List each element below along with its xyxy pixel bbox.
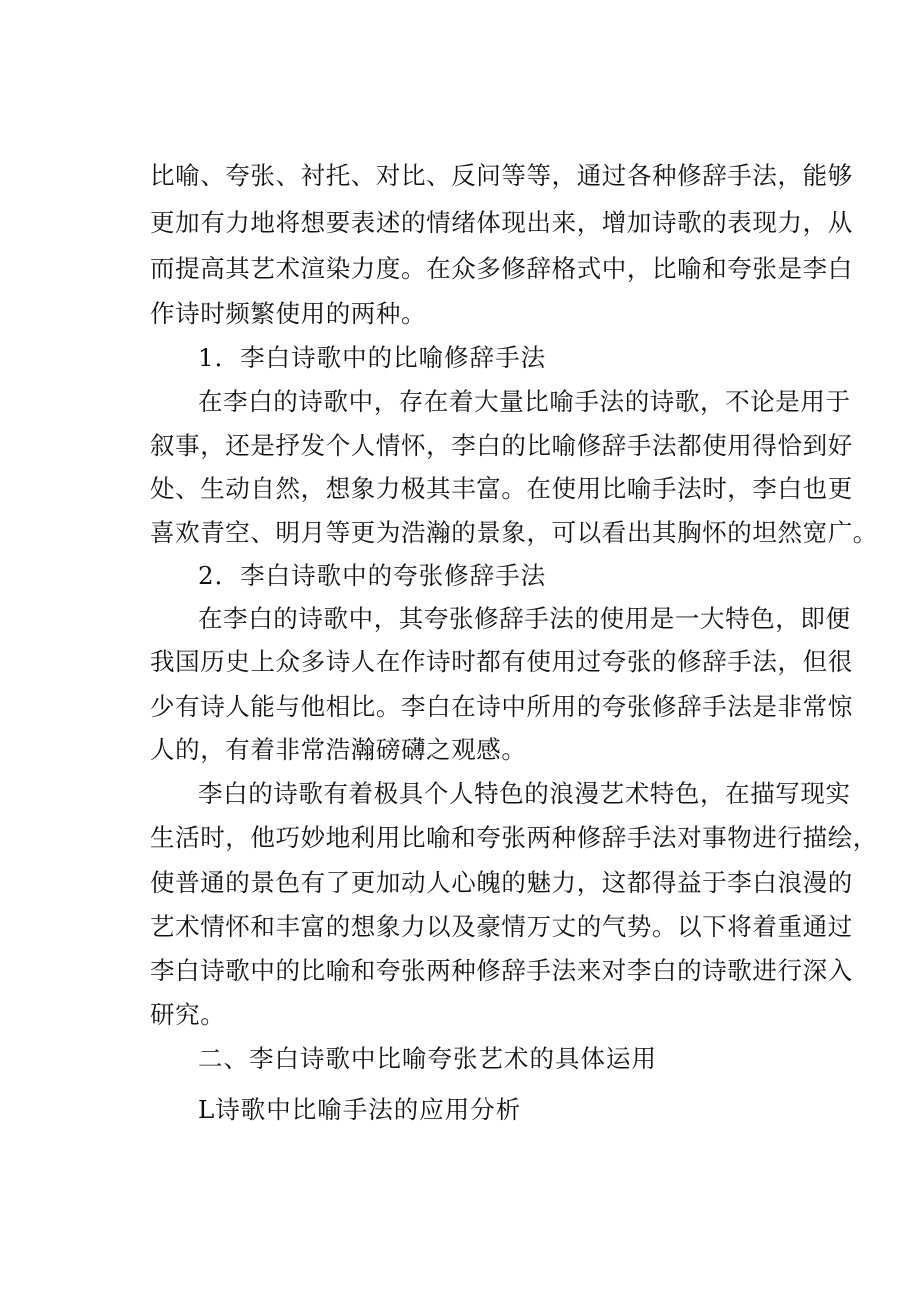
section-heading: 1．李白诗歌中的比喻修辞手法 (198, 343, 547, 372)
paragraph-line: 李白的诗歌有着极具个人特色的浪漫艺术特色，在描写现实 (198, 779, 851, 808)
section-heading: 2．李白诗歌中的夸张修辞手法 (198, 561, 547, 590)
paragraph-line: 处、生动自然，想象力极其丰富。在使用比喻手法时，李白也更 (150, 474, 853, 503)
subsection-heading: L诗歌中比喻手法的应用分析 (198, 1095, 522, 1124)
paragraph-line: 人的，有着非常浩瀚磅礴之观感。 (150, 735, 527, 764)
paragraph-line: 而提高其艺术渲染力度。在众多修辞格式中，比喻和夸张是李白 (150, 254, 853, 283)
paragraph-line: 生活时，他巧妙地利用比喻和夸张两种修辞手法对事物进行描绘， (150, 823, 878, 852)
paragraph-line: 比喻、夸张、衬托、对比、反问等等，通过各种修辞手法，能够 (150, 161, 853, 190)
paragraph-line: 叙事，还是抒发个人情怀，李白的比喻修辞手法都使用得恰到好 (150, 431, 853, 460)
paragraph-line: 研究。 (150, 1000, 226, 1029)
paragraph-line: 艺术情怀和丰富的想象力以及豪情万丈的气势。以下将着重通过 (150, 912, 853, 941)
paragraph-line: 使普通的景色有了更加动人心魄的魅力，这都得益于李白浪漫的 (150, 868, 853, 897)
chapter-heading: 二、李白诗歌中比喻夸张艺术的具体运用 (198, 1044, 657, 1073)
paragraph-line: 在李白的诗歌中，存在着大量比喻手法的诗歌，不论是用于 (198, 387, 851, 416)
paragraph-line: 作诗时频繁使用的两种。 (150, 299, 427, 328)
paragraph-line: 更加有力地将想要表述的情绪体现出来，增加诗歌的表现力，从 (150, 208, 853, 237)
paragraph-line: 我国历史上众多诗人在作诗时都有使用过夸张的修辞手法，但很 (150, 647, 853, 676)
paragraph-line: 喜欢青空、明月等更为浩瀚的景象，可以看出其胸怀的坦然宽广。 (150, 518, 878, 547)
paragraph-line: 李白诗歌中的比喻和夸张两种修辞手法来对李白的诗歌进行深入 (150, 956, 853, 985)
paragraph-line: 少有诗人能与他相比。李白在诗中所用的夸张修辞手法是非常惊 (150, 692, 853, 721)
paragraph-line: 在李白的诗歌中，其夸张修辞手法的使用是一大特色，即便 (198, 604, 851, 633)
